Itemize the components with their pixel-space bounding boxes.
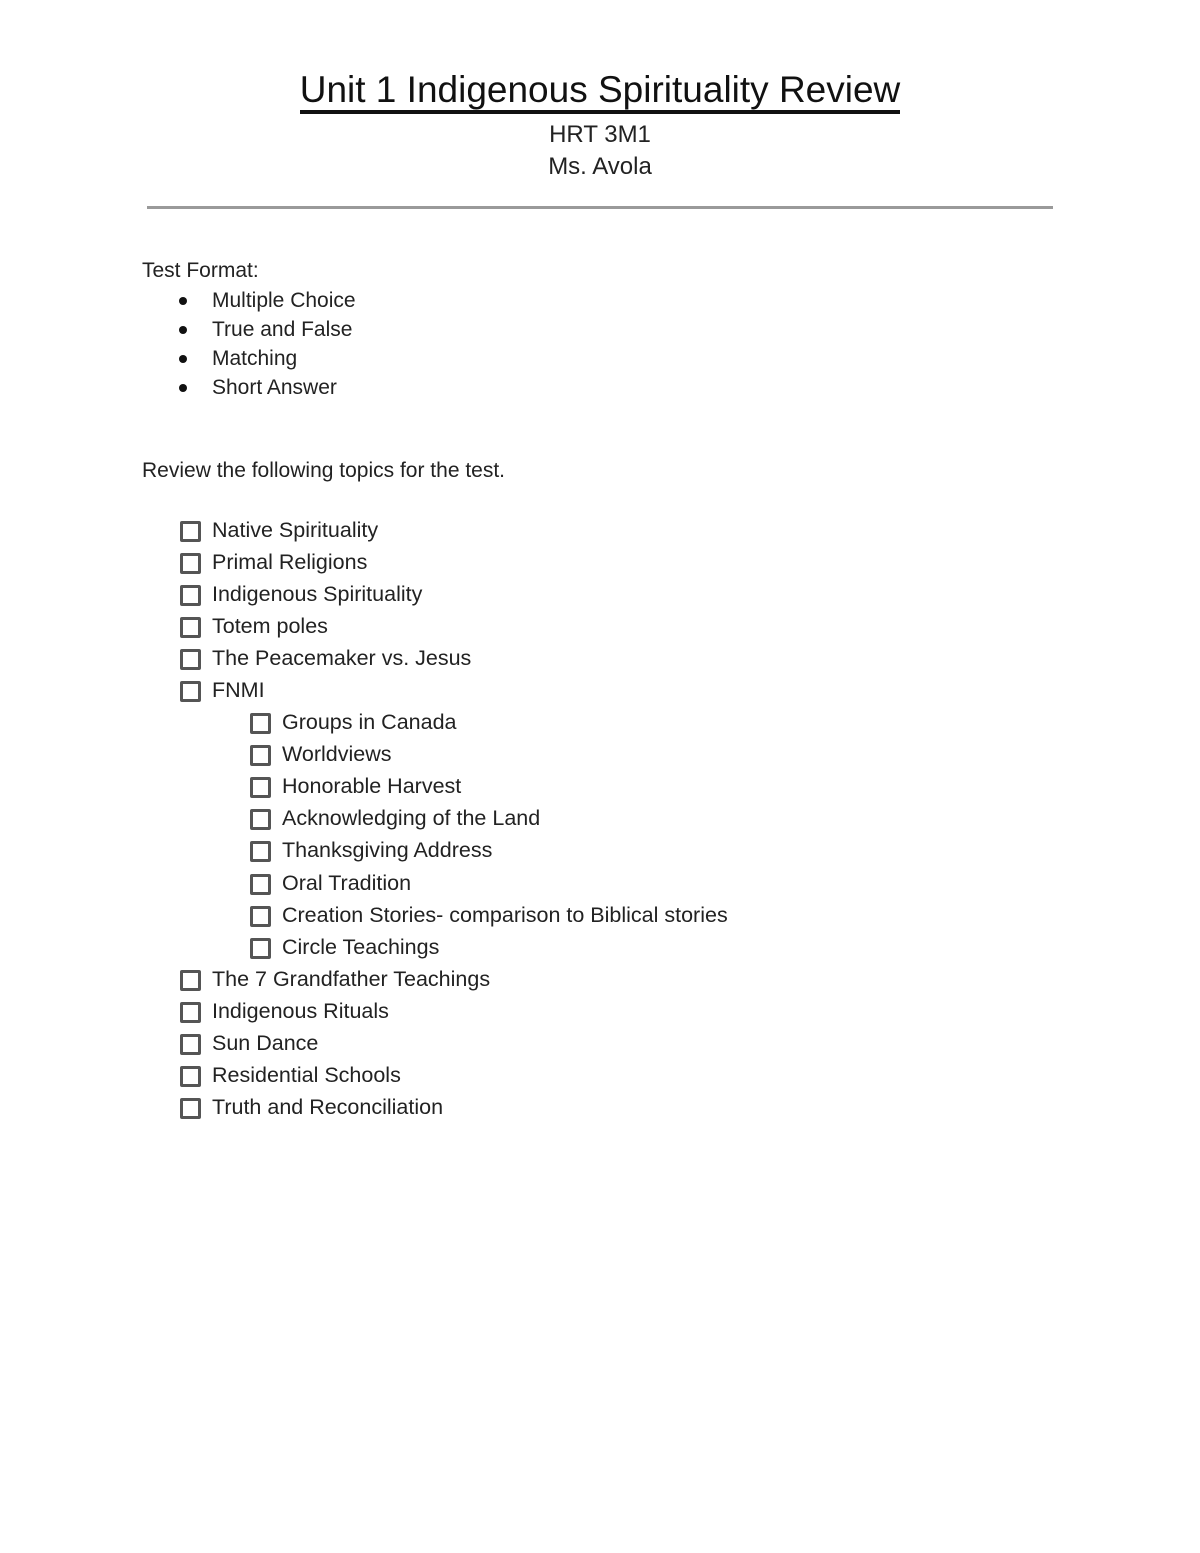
checkbox-icon[interactable]: [180, 1002, 201, 1023]
bullet-icon: [179, 384, 187, 392]
topic-item: [0, 1027, 728, 1059]
topic-item: [0, 963, 728, 995]
topic-label: Acknowledging of the Land: [282, 806, 541, 831]
checkbox-icon[interactable]: [180, 1098, 201, 1119]
test-format-item-label: True and False: [212, 318, 353, 341]
topic-label: Groups in Canada: [282, 710, 457, 735]
topic-label: Honorable Harvest: [282, 774, 462, 799]
test-format-label: Test Format:: [142, 259, 259, 282]
test-format-item-label: Multiple Choice: [212, 289, 356, 312]
topic-item: [0, 738, 728, 770]
topic-item: [0, 1059, 728, 1091]
topic-label: Oral Tradition: [282, 870, 412, 895]
checkbox-icon[interactable]: [250, 874, 271, 895]
topic-item: [0, 578, 728, 610]
checkbox-icon[interactable]: [180, 553, 201, 574]
topic-label: The Peacemaker vs. Jesus: [212, 646, 472, 671]
topic-item: [0, 834, 728, 866]
test-format-item: [142, 344, 356, 373]
bullet-icon: [179, 355, 187, 363]
topic-item: [0, 546, 728, 578]
page-title: [0, 68, 1200, 112]
checkbox-icon[interactable]: [180, 970, 201, 991]
test-format-item: [142, 373, 356, 402]
topic-label: FNMI: [212, 678, 265, 703]
bullet-icon: [179, 297, 187, 305]
checkbox-icon[interactable]: [250, 841, 271, 862]
topic-label: The 7 Grandfather Teachings: [212, 966, 491, 991]
teacher-name: Ms. Avola: [548, 153, 652, 180]
checkbox-icon[interactable]: [180, 1066, 201, 1087]
topic-item: [0, 514, 728, 546]
topic-item: [0, 1091, 728, 1123]
topic-label: Sun Dance: [212, 1030, 319, 1055]
topic-label: Indigenous Rituals: [212, 998, 389, 1023]
topic-label: Worldviews: [282, 742, 392, 767]
topic-item: [0, 610, 728, 642]
topic-label: Thanksgiving Address: [282, 838, 493, 863]
topic-label: Residential Schools: [212, 1062, 401, 1087]
checkbox-icon[interactable]: [250, 745, 271, 766]
topic-checklist: [0, 514, 728, 1123]
course-code: HRT 3M1: [549, 121, 651, 148]
topic-label: Truth and Reconciliation: [212, 1094, 444, 1119]
test-format-list: [142, 286, 356, 402]
checkbox-icon[interactable]: [180, 585, 201, 606]
test-format-item: [142, 315, 356, 344]
checkbox-icon[interactable]: [180, 617, 201, 638]
checkbox-icon[interactable]: [250, 938, 271, 959]
topic-item: [0, 674, 728, 706]
horizontal-divider: [147, 206, 1053, 209]
checkbox-icon[interactable]: [250, 777, 271, 798]
page-title-text: Unit 1 Indigenous Spirituality Review: [300, 69, 901, 114]
checkbox-icon[interactable]: [180, 1034, 201, 1055]
checkbox-icon[interactable]: [250, 809, 271, 830]
topic-label: Native Spirituality: [212, 518, 379, 542]
topic-label: Totem poles: [212, 614, 328, 639]
topic-item: [0, 770, 728, 802]
bullet-icon: [179, 326, 187, 334]
test-format-item: [142, 286, 356, 315]
review-intro: Review the following topics for the test.: [142, 459, 506, 482]
topic-item: [0, 706, 728, 738]
checkbox-icon[interactable]: [180, 649, 201, 670]
topic-label: Indigenous Spirituality: [212, 582, 423, 607]
test-format-item-label: Short Answer: [212, 376, 337, 399]
topic-item: [0, 802, 728, 834]
test-format-item-label: Matching: [212, 347, 298, 370]
topic-label: Primal Religions: [212, 550, 368, 575]
checkbox-icon[interactable]: [180, 681, 201, 702]
topic-item: [0, 899, 728, 931]
checkbox-icon[interactable]: [250, 713, 271, 734]
topic-item: [0, 642, 728, 674]
topic-label: Creation Stories- comparison to Biblical stories: [282, 902, 728, 927]
topic-item: [0, 931, 728, 963]
checkbox-icon[interactable]: [180, 521, 201, 542]
checkbox-icon[interactable]: [250, 906, 271, 927]
topic-item: [0, 867, 728, 899]
topic-item: [0, 995, 728, 1027]
topic-label: Circle Teachings: [282, 934, 440, 959]
